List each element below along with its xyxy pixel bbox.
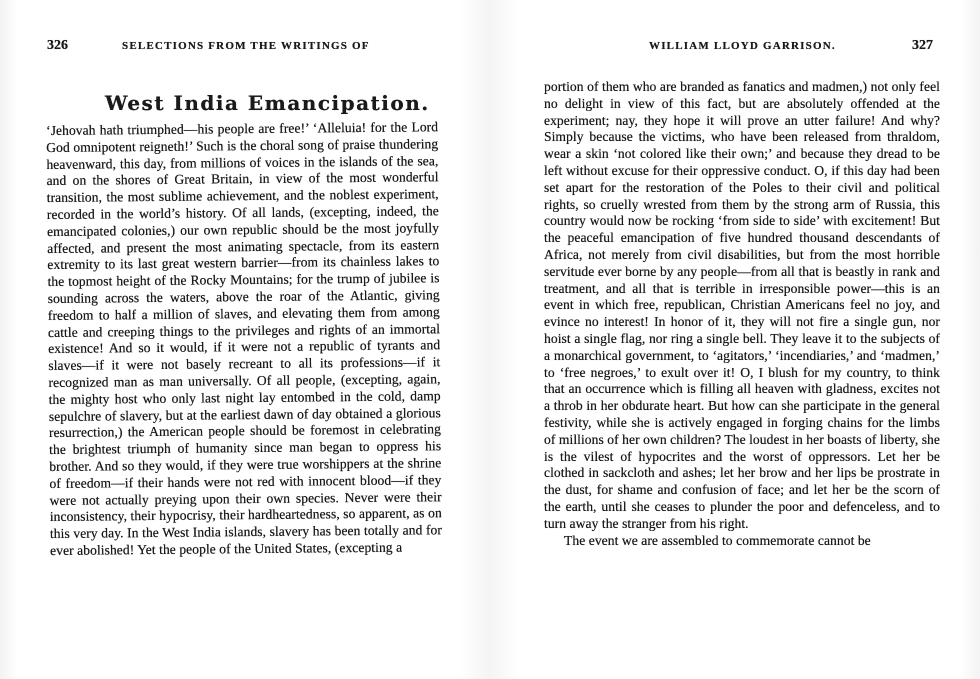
left-page-number: 326 [47,38,68,53]
left-running-head: SELECTIONS FROM THE WRITINGS OF [122,40,370,52]
right-page [490,0,980,679]
right-running-head: WILLIAM LLOYD GARRISON. [649,40,836,52]
right-next-paragraph: The event we are assembled to commemorate cannot be [564,532,871,548]
right-paragraph: portion of them who are branded as fanatics and madmen,) not only feel no delight in view of this fact, but are absolutely offended at the experiment; nay, they hope it will prove an utter failure! And why? Simply because the victims, who have been released from thraldom, wear a skin ‘not colored like their own;’ and because they dread to be left without excuse for their oppressive conduct. O, if this day had been set apart for the restoration of the Poles to their civil and political rights, so cruelly wrested from them by the strong arm of Russia, this country would now be rocking ‘from side to side’ with excitement! But the peaceful emancipation of five hundred thousand descendants of Africa, not merely from civil disabilities, but from the most horrible servitude ever borne by any people—from all that is beastly in rank and treatment, and all that is terrible in irresponsible power—this is an event in which free, republican, Christian Americans feel no joy, and evince no interest! In honor of it, they will not fire a single gun, nor hoist a single flag, nor ring a single bell. They leave it to the subjects of a monarchical government, to ‘agitators,’ ‘incendiaries,’ and ‘madmen,’ to ‘free negroes,’ to exult over it! O, I blush for my country, to think that an occurrence which is filling all heaven with gladness, excites not a throb in her obdurate heart. But how can she participate in the general festivity, while she is actively engaged in forging chains for the limbs of millions of her own children? The loudest in her boasts of liberty, she is the vilest of hypocrites and the worst of oppressors. Let her be clothed in sackcloth and ashes; let her brow and her lips be prostrate in the dust, for shame and confusion of face; and let her be the scorn of the earth, until she ceases to plunder the poor and defenceless, and to turn away the stranger from his right. [544,79,940,531]
left-body-text [46,119,442,559]
chapter-title: West India Emancipation. [105,91,430,115]
right-body-text [544,79,940,549]
right-page-number: 327 [912,38,933,53]
left-paragraph: ‘Jehovah hath triumphed—his people are free!’ ‘Alleluia! for the Lord God omnipotent reigneth!’ Such is the choral song of praise thundering heavenward, this day, from millions of voices in the islands of the sea, and on the shores of Great Britain, in view of the most wonderful transition, the most sublime achievement, and the noblest experiment, recorded in the world’s history. Of all lands, (excepting, indeed, the emancipated colonies,) our own republic should be the most joyfully affected, and present the most animating spectacle, from its eastern extremity to its last great western barrier—from its chainless lakes to the topmost height of the Rocky Mountains; for the trump of jubilee is sounding across the waters, above the roar of the Atlantic, giving freedom to half a million of slaves, and elevating them from among cattle and creeping things to the privileges and rights of an immortal existence! And so it would, if it were not a republic of tyrants and slaves—if it were not basely recreant to all its professions—if it recognized man as man universally. Of all people, (excepting, again, the mighty host who only last night lay entombed in the cold, damp sepulchre of slavery, but at the earliest dawn of day obtained a glorious resurrection,) the American people should be foremost in celebrating the brightest triumph of humanity since man began to oppress his brother. And so they would, if they were true worshippers at the shrine of freedom—if their hands were not red with innocent blood—if they were not actually preying upon their own species. Never were their inconsistency, their hypocrisy, their hardheartedness, so apparent, as on this very day. In the West India islands, slavery has been totally and for ever abolished! Yet the people of the United States, (excepting a [46,119,442,558]
